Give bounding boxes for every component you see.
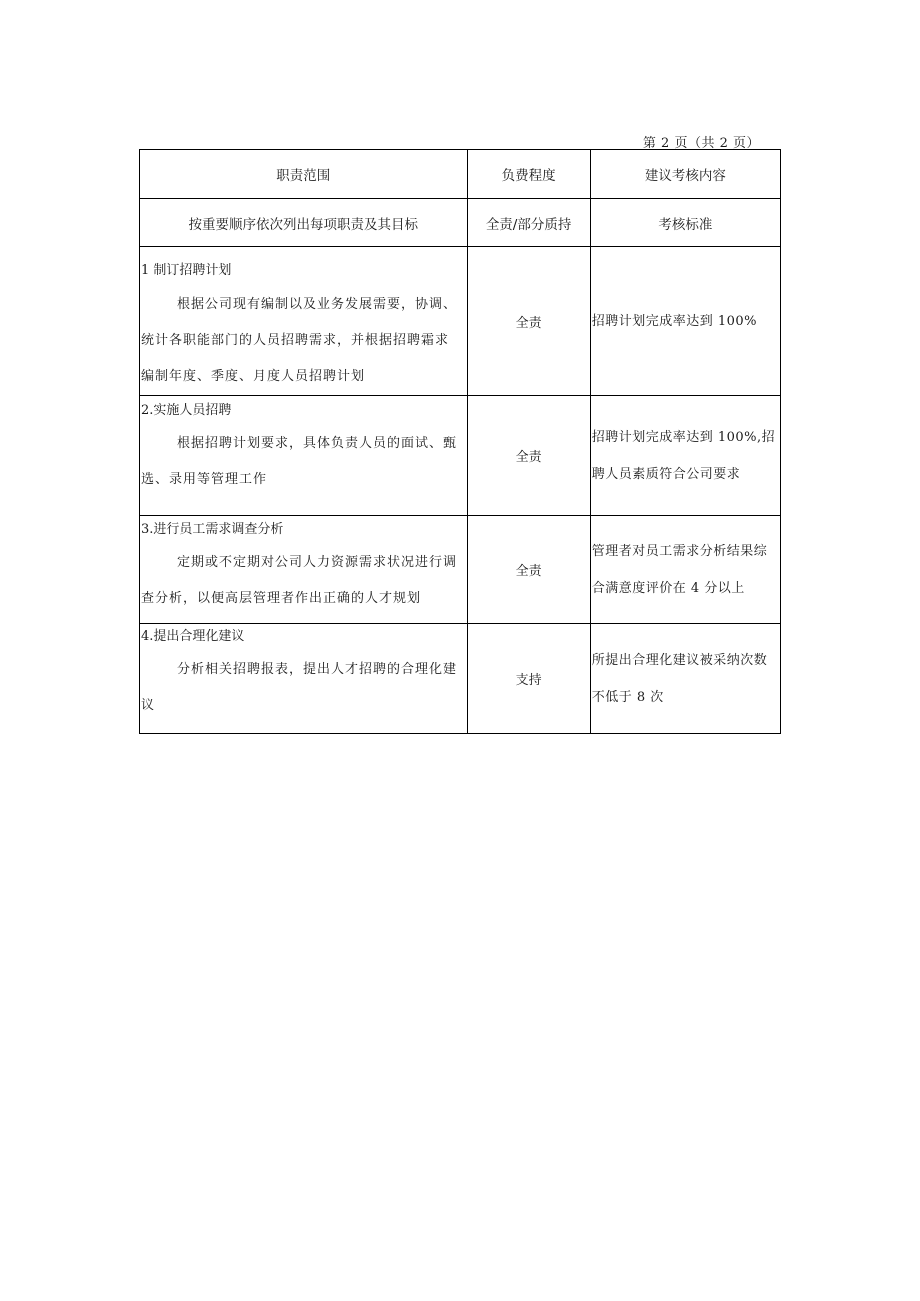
responsibility-cell: 全责 [467, 247, 590, 396]
responsibility-cell: 全责 [467, 516, 590, 624]
table-row [140, 624, 781, 734]
header-duty-scope: 职责范围 [140, 150, 468, 199]
standard-cell: 招聘计划完成率达到 100% [590, 247, 780, 396]
duty-description: 分析相关招聘报表，提出人才招聘的合理化建议 [141, 662, 458, 713]
duty-title: 2.实施人员招聘 [141, 403, 232, 418]
duty-cell [140, 516, 468, 624]
subheader-row [140, 199, 781, 247]
header-assessment-content: 建议考核内容 [590, 150, 780, 199]
duty-table [139, 149, 781, 734]
duty-cell [140, 624, 468, 734]
subheader-duty-list: 按重要顺序依次列出每项职责及其目标 [140, 199, 468, 247]
subheader-responsibility-type: 全责/部分质持 [467, 199, 590, 247]
table-row [140, 516, 781, 624]
duty-title: 4.提出合理化建议 [141, 629, 245, 644]
duty-description: 根据公司现有编制以及业务发展需要，协调、统计各职能部门的人员招聘需求，并根据招聘霜求编制年度、季度、月度人员招聘计划 [141, 297, 458, 384]
table-row [140, 396, 781, 516]
standard-cell: 所提出合理化建议被采纳次数不低于 8 次 [590, 624, 780, 734]
subheader-assessment-standard: 考核标准 [590, 199, 780, 247]
duty-cell [140, 247, 468, 396]
duty-title: 1 制订招聘计划 [141, 263, 232, 278]
responsibility-cell: 支持 [467, 624, 590, 734]
duty-description: 根据招聘计划要求，具体负责人员的面试、甄选、录用等管理工作 [141, 436, 458, 487]
duty-description: 定期或不定期对公司人力资源需求状况进行调查分析，以便高层管理者作出正确的人才规划 [141, 555, 458, 606]
standard-cell: 管理者对员工需求分析结果综合满意度评价在 4 分以上 [590, 516, 780, 624]
duty-title: 3.进行员工需求调查分析 [141, 522, 284, 537]
header-responsibility-level: 负费程度 [467, 150, 590, 199]
page-number: 第 2 页（共 2 页） [642, 136, 760, 151]
standard-cell: 招聘计划完成率达到 100%,招聘人员素质符合公司要求 [590, 396, 780, 516]
responsibility-cell: 全责 [467, 396, 590, 516]
table-row [140, 247, 781, 396]
duty-cell [140, 396, 468, 516]
header-row [140, 150, 781, 199]
